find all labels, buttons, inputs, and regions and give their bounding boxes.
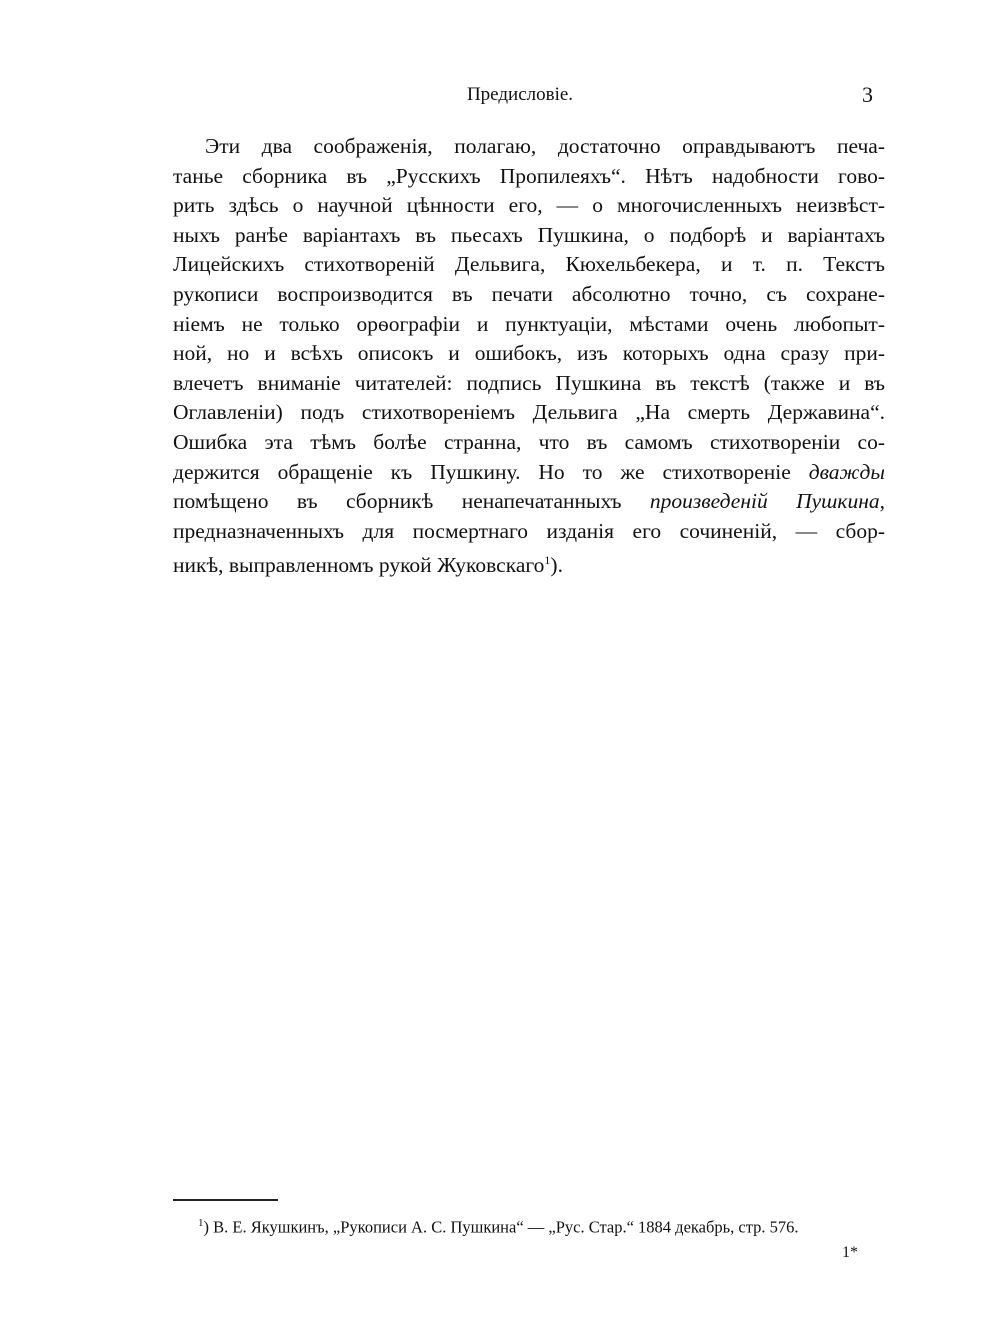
text-segment: никѣ, выправленномъ рукой Жуковскаго xyxy=(173,553,545,578)
text-segment: ). xyxy=(550,553,563,578)
footnote-reference: 1 xyxy=(544,553,551,568)
footnote-divider xyxy=(173,1199,278,1201)
text-line: ныхъ ранѣе варіантахъ въ пьесахъ Пушкина, о подборѣ и варіантахъ xyxy=(173,222,885,247)
footnote-marker: 1 xyxy=(198,1217,204,1229)
text-line xyxy=(173,487,885,517)
text-line: Оглавленіи) подъ стихотвореніемъ Дельвига „На смерть Державина“. xyxy=(173,400,885,425)
text-line: рить здѣсь о научной цѣнности его, — о многочисленныхъ неизвѣст- xyxy=(173,193,885,218)
text-segment: держится обращеніе къ Пушкину. Но то же стихотвореніе xyxy=(173,459,809,484)
italic-emphasis: дважды xyxy=(808,459,885,484)
text-line xyxy=(173,458,885,488)
text-line: Лицейскихъ стихотвореній Дельвига, Кюхельбекера, и т. п. Текстъ xyxy=(173,252,885,277)
text-line xyxy=(173,546,885,576)
running-header-title: Предисловіе. xyxy=(466,84,574,105)
text-line: ніемъ не только орѳографіи и пунктуаціи, мѣстами очень любопыт- xyxy=(173,311,885,336)
footnote-text: ) В. Е. Якушкинъ, „Рукописи А. С. Пушкина“ — „Рус. Стар.“ 1884 декабрь, стр. 576. xyxy=(203,1217,799,1237)
text-line: ной, но и всѣхъ описокъ и ошибокъ, изъ которыхъ одна сразу при- xyxy=(173,341,885,366)
page-number: 3 xyxy=(862,82,873,107)
italic-emphasis: произведеній Пушкина xyxy=(649,489,880,514)
text-line: рукописи воспроизводится въ печати абсолютно точно, съ сохране- xyxy=(173,281,885,306)
body-paragraph xyxy=(173,132,885,576)
text-segment: , xyxy=(879,489,885,514)
text-line: предназначенныхъ для посмертнаго изданія его сочиненій, — сбор- xyxy=(173,518,885,543)
text-line: Эти два соображенія, полагаю, достаточно оправдываютъ печа- xyxy=(205,134,885,158)
text-line: влечетъ вниманіе читателей: подпись Пушкина въ текстѣ (также и въ xyxy=(173,370,885,395)
signature-mark: 1* xyxy=(842,1244,858,1261)
footnote xyxy=(198,1217,878,1238)
text-line: танье сборника въ „Русскихъ Пропилеяхъ“. Нѣтъ надобности гово- xyxy=(173,163,885,188)
text-segment: помѣщено въ сборникѣ ненапечатанныхъ xyxy=(173,489,650,514)
text-line: Ошибка эта тѣмъ болѣе странна, что въ самомъ стихотвореніи со- xyxy=(173,429,885,454)
